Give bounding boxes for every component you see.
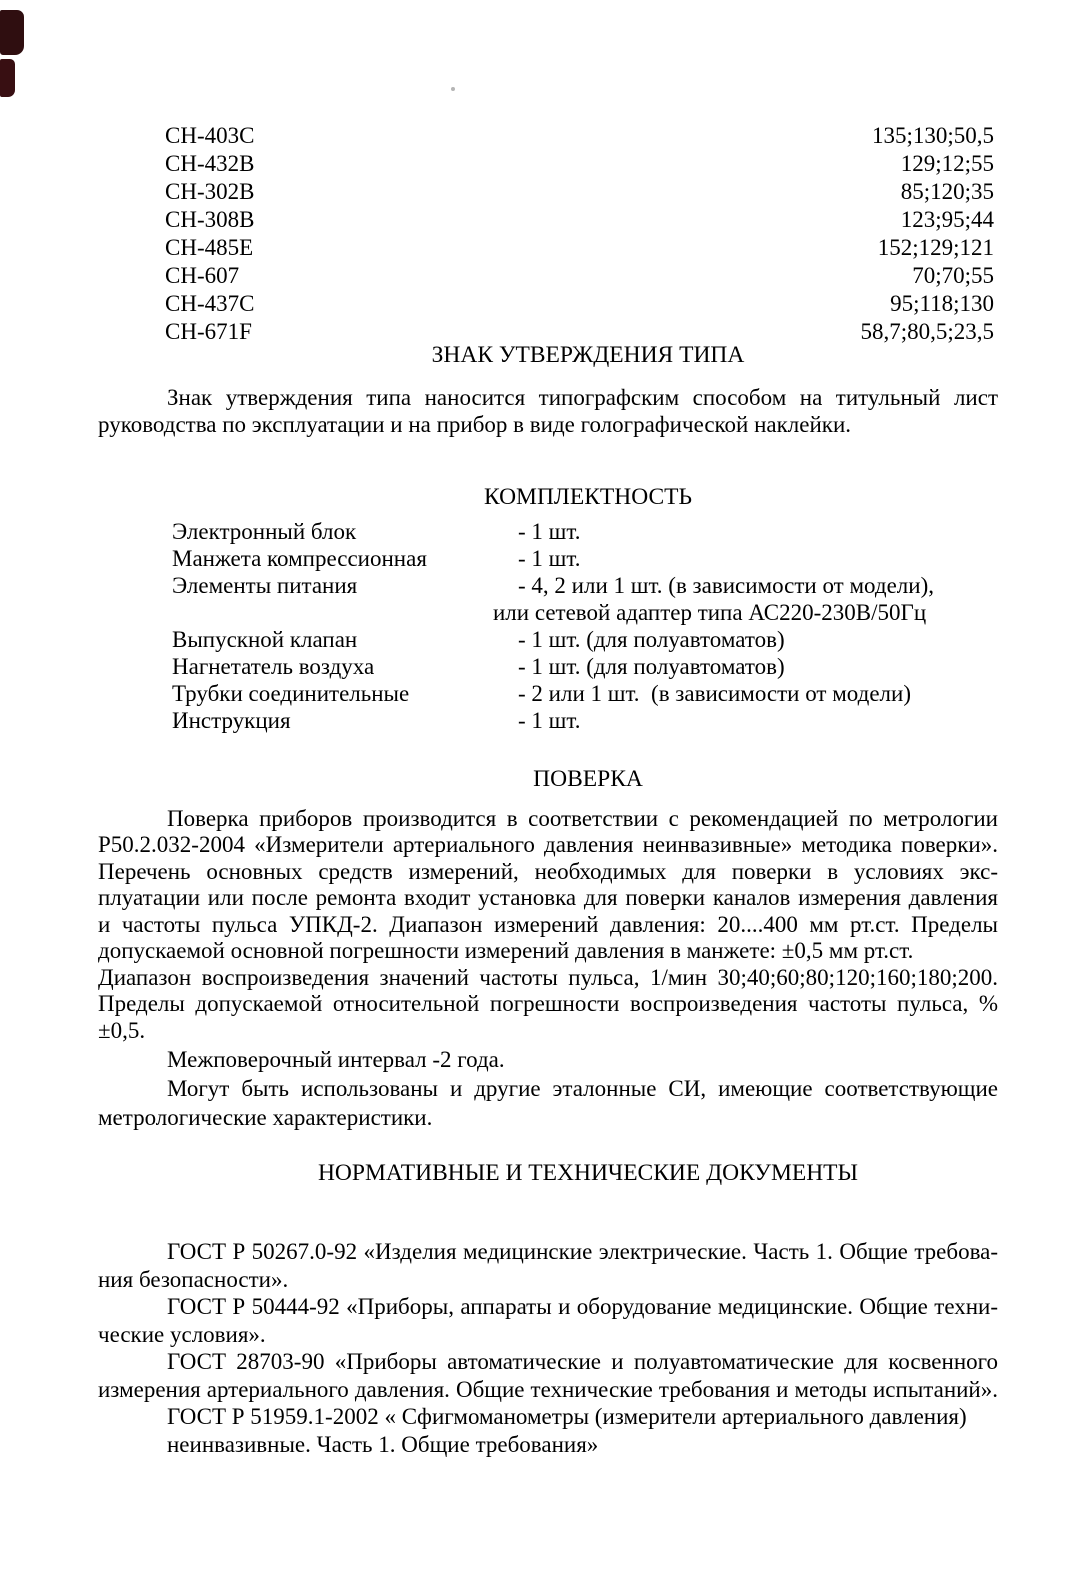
list-item — [98, 626, 998, 653]
item-quantity: - 1 шт. (для полуавтоматов) — [518, 654, 785, 679]
scan-artifact-blob — [0, 59, 15, 97]
paragraph-line: Пределы допускаемой относительной погрешности воспроизведения частоты пульса, % — [98, 991, 998, 1016]
item-quantity: - 1 шт. (для полуавтоматов) — [518, 627, 785, 652]
section-title-type-approval: ЗНАК УТВЕРЖДЕНИЯ ТИПА — [431, 342, 745, 368]
item-label: Нагнетатель воздуха — [172, 654, 375, 679]
item-label: Электронный блок — [172, 519, 357, 544]
item-quantity: - 2 или 1 шт. (в зависимости от модели) — [518, 681, 911, 706]
paragraph-line: плуатации или после ремонта входит установка для поверки каналов измерения давления — [98, 885, 998, 910]
paragraph-line: Р50.2.032-2004 «Измерители артериального давления неинвазивные» методика поверки». — [98, 832, 998, 857]
model-name: CH-485E — [165, 235, 254, 260]
model-dimensions: 95;118;130 — [890, 291, 994, 316]
paragraph-line: допускаемой основной погрешности измерений давления в манжете: ±0,5 мм рт.ст. — [98, 938, 914, 963]
paragraph-line: ГОСТ Р 51959.1-2002 « Сфигмоманометры (измерители артериального давления) — [167, 1404, 967, 1429]
item-quantity: - 4, 2 или 1 шт. (в зависимости от модели), — [518, 573, 934, 598]
item-label: Выпускной клапан — [172, 627, 358, 652]
model-dimensions: 85;120;35 — [900, 179, 994, 204]
list-item — [98, 572, 998, 599]
table-row — [98, 206, 994, 234]
model-name: CH-432B — [165, 151, 255, 176]
paragraph-line: Знак утверждения типа наносится типографским способом на титульный лист — [167, 385, 998, 410]
model-name: CH-403C — [165, 123, 255, 148]
item-quantity: - 1 шт. — [518, 519, 581, 544]
item-quantity: - 1 шт. — [518, 708, 581, 733]
list-item — [98, 518, 998, 545]
table-row — [98, 290, 994, 318]
paragraph-line: руководства по эксплуатации и на прибор в виде голографической наклейки. — [98, 412, 852, 437]
paragraph-line: ГОСТ 28703-90 «Приборы автоматические и полуавтоматические для косвенного — [167, 1349, 998, 1374]
table-row — [98, 262, 994, 290]
list-item — [98, 653, 998, 680]
paragraph-line: Поверка приборов производится в соответствии с рекомендацией по метрологии — [167, 806, 998, 831]
table-row — [98, 234, 994, 262]
model-dimensions: 123;95;44 — [900, 207, 994, 232]
table-row — [98, 178, 994, 206]
item-label: Элементы питания — [172, 573, 358, 598]
paragraph-line: ГОСТ Р 50444-92 «Приборы, аппараты и оборудование медицинские. Общие техни- — [167, 1294, 998, 1319]
paragraph-line: ния безопасности». — [98, 1267, 289, 1292]
list-item — [98, 680, 998, 707]
model-dimensions: 58,7;80,5;23,5 — [860, 319, 994, 344]
scan-artifact-blob — [0, 10, 24, 55]
paragraph-line: Могут быть использованы и другие эталонные СИ, имеющие соответствующие — [167, 1076, 998, 1101]
model-dimensions: 70;70;55 — [912, 263, 994, 288]
item-label: Трубки соединительные — [172, 681, 410, 706]
paragraph-line: Диапазон воспроизведения значений частоты пульса, 1/мин 30;40;60;80;120;160;180;200. — [98, 965, 998, 990]
model-name: CH-302B — [165, 179, 255, 204]
table-row — [98, 122, 994, 150]
list-item — [98, 707, 998, 734]
model-dimensions: 129;12;55 — [900, 151, 994, 176]
section-title-completeness: КОМПЛЕКТНОСТЬ — [483, 484, 692, 510]
model-name: CH-671F — [165, 319, 252, 344]
section-title-documents: НОРМАТИВНЫЕ И ТЕХНИЧЕСКИЕ ДОКУМЕНТЫ — [317, 1160, 859, 1186]
model-name: CH-607 — [165, 263, 240, 288]
paragraph-line: метрологические характеристики. — [98, 1105, 433, 1130]
item-quantity-continuation: или сетевой адаптер типа АС220-230В/50Гц — [493, 600, 927, 625]
item-label: Инструкция — [172, 708, 291, 733]
paragraph-line: неинвазивные. Часть 1. Общие требования» — [167, 1432, 599, 1457]
paragraph-line: Перечень основных средств измерений, необходимых для поверки в условиях экс- — [98, 859, 998, 884]
paragraph-line: измерения артериального давления. Общие технические требования и методы испытаний». — [98, 1377, 998, 1402]
item-label: Манжета компрессионная — [172, 546, 427, 571]
paragraph-line: ческие условия». — [98, 1322, 266, 1347]
section-title-verification: ПОВЕРКА — [533, 766, 643, 792]
item-quantity: - 1 шт. — [518, 546, 581, 571]
scan-speck — [451, 87, 455, 91]
paragraph-line: и частоты пульса УПКД-2. Диапазон измерений давления: 20....400 мм рт.ст. Пределы — [98, 912, 998, 937]
model-dimensions: 152;129;121 — [877, 235, 994, 260]
table-row — [98, 150, 994, 178]
model-dimensions: 135;130;50,5 — [871, 123, 994, 148]
paragraph-line: Межповерочный интервал -2 года. — [167, 1047, 505, 1072]
model-name: CH-308B — [165, 207, 255, 232]
paragraph-line: ГОСТ Р 50267.0-92 «Изделия медицинские электрические. Часть 1. Общие требова- — [167, 1239, 998, 1264]
model-name: CH-437C — [165, 291, 255, 316]
paragraph-line: ±0,5. — [98, 1018, 146, 1043]
list-item — [98, 545, 998, 572]
